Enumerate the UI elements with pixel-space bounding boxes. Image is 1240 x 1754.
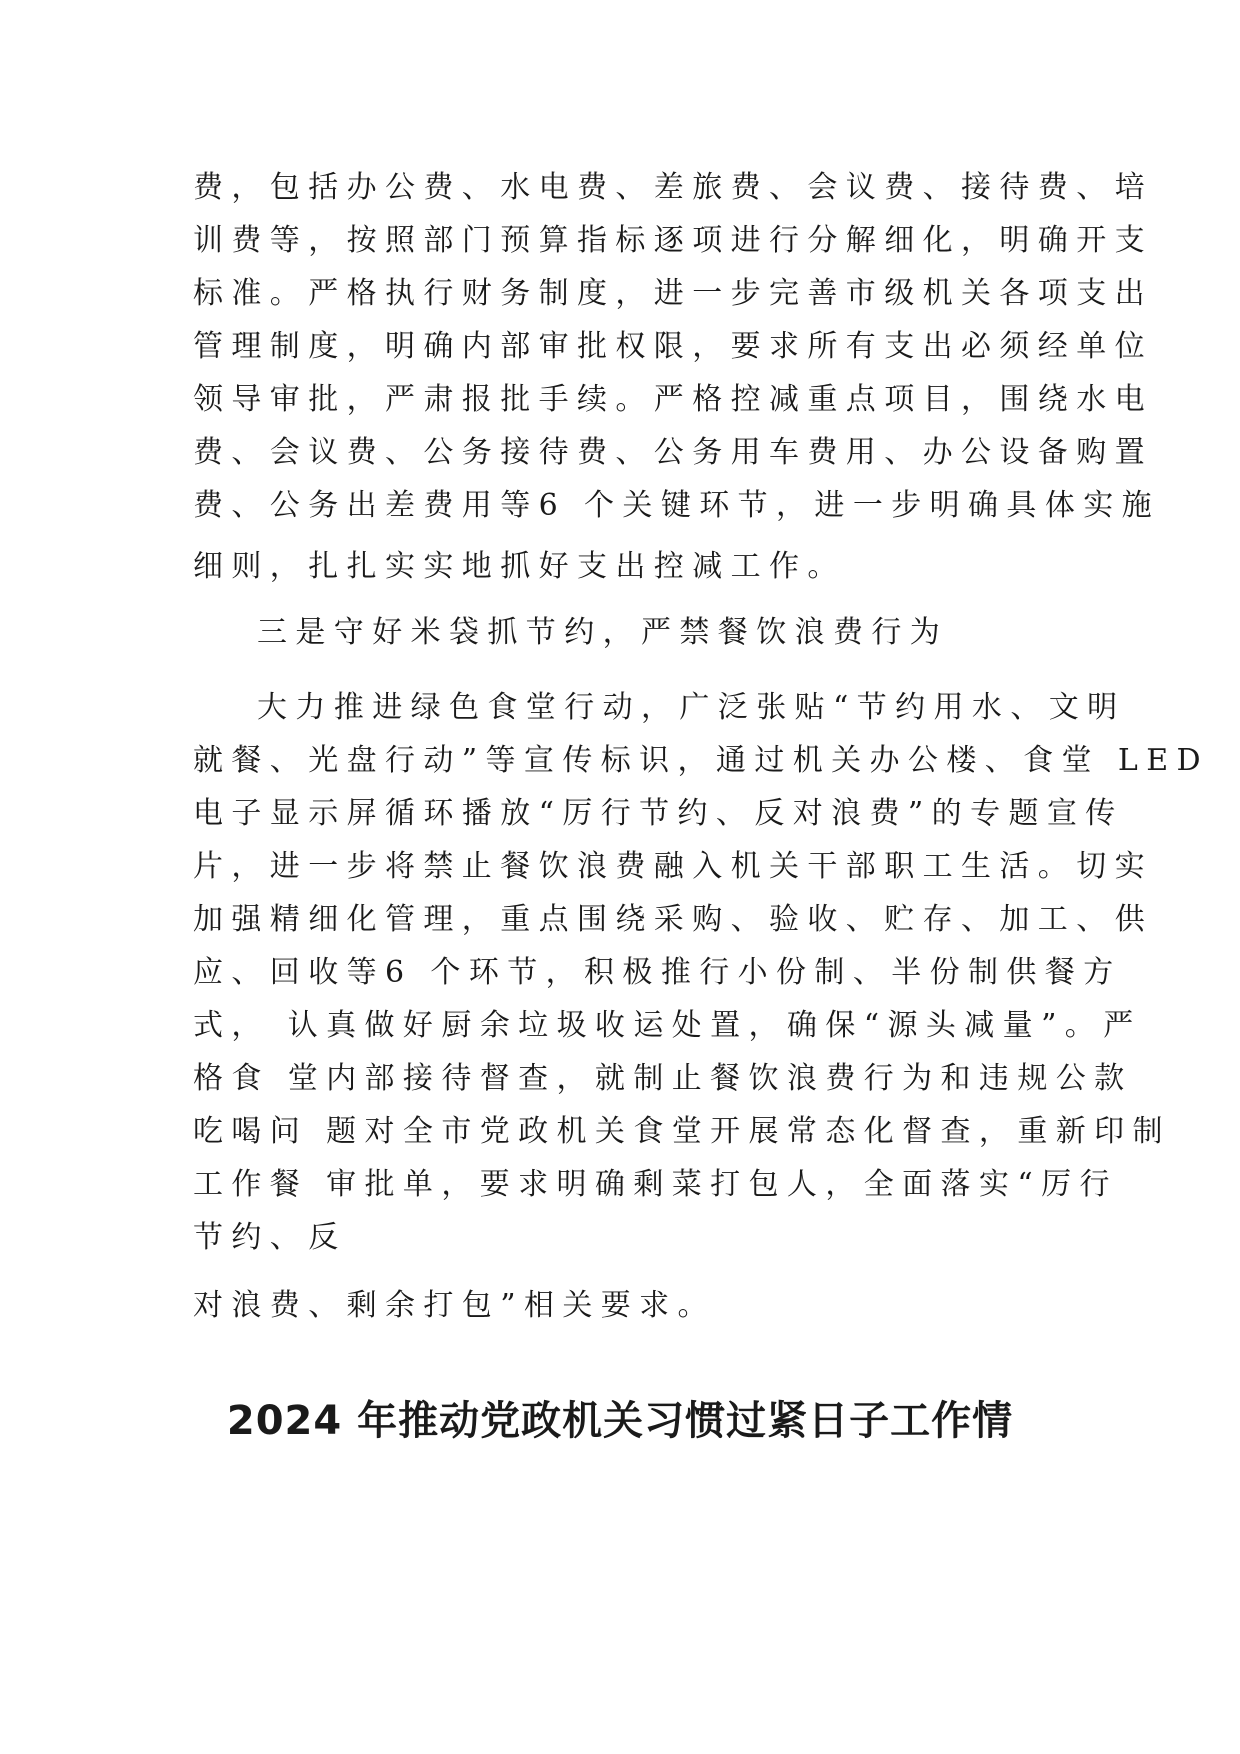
paragraph-line: 费，包括办公费、水电费、差旅费、会议费、接待费、培 [193, 170, 1153, 205]
paragraph-line: 格食 堂内部接待督查，就制止餐饮浪费行为和违规公款 [193, 1061, 1133, 1096]
paragraph-line: 对浪费、剩余打包”相关要求。 [193, 1288, 716, 1323]
section-subheading: 三是守好米袋抓节约，严禁餐饮浪费行为 [257, 615, 949, 650]
paragraph-line: 就餐、光盘行动”等宣传标识，通过机关办公楼、食堂 LED [193, 743, 1209, 778]
paragraph-line: 加强精细化管理，重点围绕采购、验收、贮存、加工、供 [193, 902, 1153, 937]
paragraph-line: 领导审批，严肃报批手续。严格控减重点项目，围绕水电 [193, 382, 1153, 417]
paragraph-line: 费、会议费、公务接待费、公务用车费用、办公设备购置 [193, 435, 1153, 470]
paragraph-line: 管理制度，明确内部审批权限，要求所有支出必须经单位 [193, 329, 1153, 364]
paragraph-line: 训费等，按照部门预算指标逐项进行分解细化，明确开支 [193, 223, 1153, 258]
paragraph-line: 节约、反 [193, 1220, 347, 1255]
paragraph-line: 费、公务出差费用等6 个关键环节，进一步明确具体实施 [193, 488, 1161, 523]
paragraph-line: 大力推进绿色食堂行动，广泛张贴“节约用水、文明 [257, 690, 1126, 725]
paragraph-line: 细则，扎扎实实地抓好支出控减工作。 [193, 549, 846, 584]
paragraph-line: 标准。严格执行财务制度，进一步完善市级机关各项支出 [193, 276, 1153, 311]
paragraph-line: 电子显示屏循环播放“厉行节约、反对浪费”的专题宣传 [193, 796, 1124, 831]
paragraph-line: 式， 认真做好厨余垃圾收运处置，确保“源头减量”。严 [193, 1008, 1142, 1043]
paragraph-line: 工作餐 审批单，要求明确剩菜打包人，全面落实“厉行 [193, 1167, 1118, 1202]
paragraph-line: 应、回收等6 个环节，积极推行小份制、半份制供餐方 [193, 955, 1122, 990]
paragraph-line: 吃喝问 题对全市党政机关食堂开展常态化督查，重新印制 [193, 1114, 1171, 1149]
paragraph-line: 片，进一步将禁止餐饮浪费融入机关干部职工生活。切实 [193, 849, 1153, 884]
document-title: 2024 年推动党政机关习惯过紧日子工作情 [226, 1398, 1014, 1444]
